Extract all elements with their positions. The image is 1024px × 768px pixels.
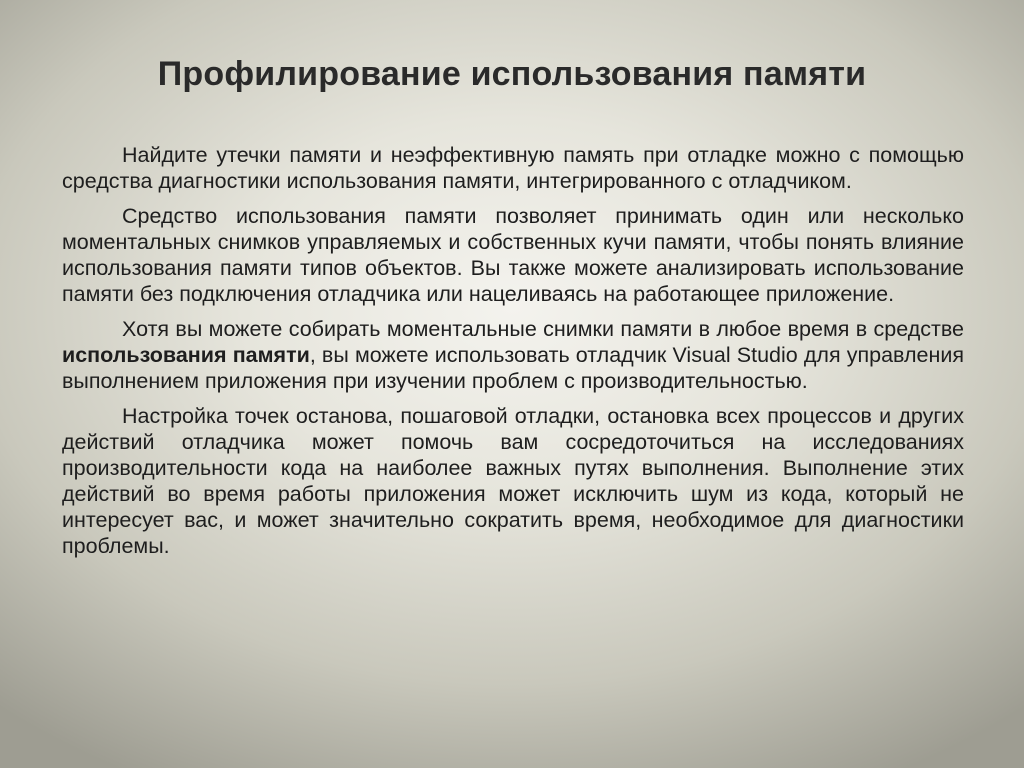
paragraph-3-text-end: , вы можете использовать отладчик Visual Studio для управления выполнением приложения при изучении проблем с производительностью. xyxy=(62,343,964,393)
paragraph-3 xyxy=(62,316,964,394)
paragraph-4: Настройка точек останова, пошаговой отладки, остановка всех процессов и других действий отладчика может помочь вам сосредоточиться на исследованиях производительности кода на наиболее важных путях выполнения. Выполнение этих действий во время работы приложения может исключить шум из кода, который не интересует вас, и может значительно сократить время, необходимое для диагностики проблемы. xyxy=(62,404,964,558)
paragraph-3-text-start: Хотя вы можете собирать моментальные снимки памяти в любое время в средстве xyxy=(122,317,964,341)
slide-body xyxy=(62,142,964,568)
slide-title: Профилирование использования памяти xyxy=(157,55,867,93)
paragraph-1: Найдите утечки памяти и неэффективную память при отладке можно с помощью средства диагностики использования памяти, интегрированного с отладчиком. xyxy=(62,143,964,193)
paragraph-2: Средство использования памяти позволяет принимать один или несколько моментальных снимков управляемых и собственных кучи памяти, чтобы понять влияние использования памяти типов объектов. Вы также можете анализировать использование памяти без подключения отладчика или нацеливаясь на работающее приложение. xyxy=(62,204,964,306)
paragraph-3-bold-term: использования памяти xyxy=(62,343,310,367)
